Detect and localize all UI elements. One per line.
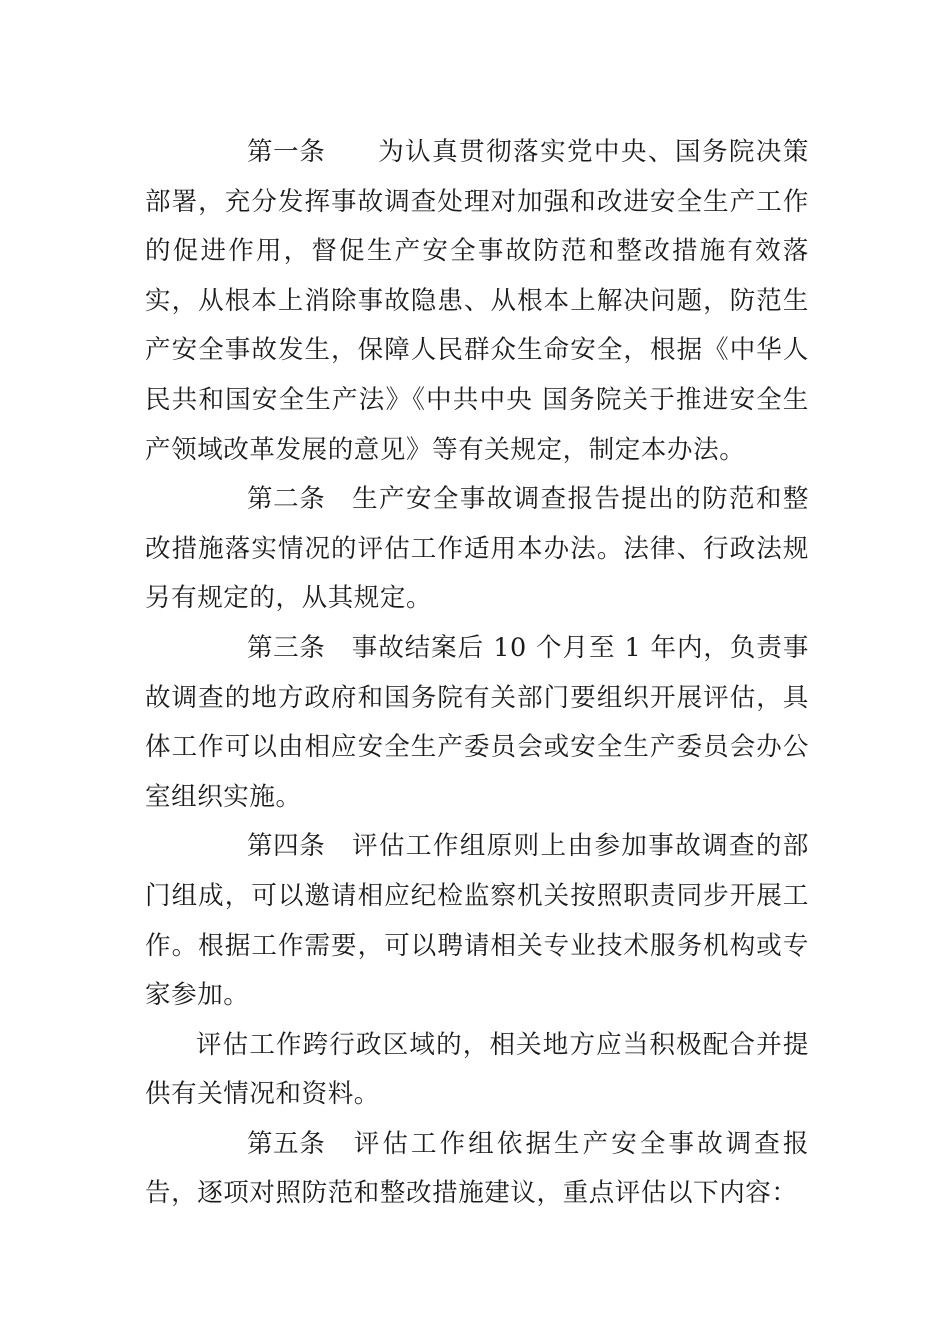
article-4-continuation bbox=[145, 1021, 809, 1120]
article-3-text: 事故结案后 10 个月至 1 年内，负责事故调查的地方政府和国务院有关部门要组织开展评估，具体工作可以由相应安全生产委员会或安全生产委员会办公室组织实施。 bbox=[145, 632, 809, 812]
article-4-heading: 第四条 bbox=[247, 831, 326, 862]
document-body bbox=[145, 128, 809, 1219]
article-3 bbox=[145, 624, 809, 822]
article-2-heading: 第二条 bbox=[247, 484, 326, 515]
article-2 bbox=[145, 475, 809, 624]
article-4-text: 评估工作组原则上由参加事故调查的部门组成，可以邀请相应纪检监察机关按照职责同步开展工作。根据工作需要，可以聘请相关专业技术服务机构或专家参加。 bbox=[145, 831, 809, 1011]
article-1 bbox=[145, 128, 809, 475]
article-1-text: 为认真贯彻落实党中央、国务院决策部署，充分发挥事故调查处理对加强和改进安全生产工作的促进作用，督促生产安全事故防范和整改措施有效落实，从根本上消除事故隐患、从根本上解决问题，防范生产安全事故发生，保障人民群众生命安全，根据《中华人民共和国安全生产法》《中共中央 国务院关于推进安全生产领域改革发展的意见》等有关规定，制定本办法。 bbox=[145, 137, 809, 465]
article-4 bbox=[145, 822, 809, 1020]
article-5 bbox=[145, 1120, 809, 1219]
article-2-text: 生产安全事故调查报告提出的防范和整改措施落实情况的评估工作适用本办法。法律、行政法规另有规定的，从其规定。 bbox=[145, 484, 809, 614]
article-5-text: 评估工作组依据生产安全事故调查报告，逐项对照防范和整改措施建议，重点评估以下内容： bbox=[145, 1128, 809, 1209]
article-4-continuation-text: 评估工作跨行政区域的，相关地方应当积极配合并提供有关情况和资料。 bbox=[145, 1029, 809, 1110]
article-5-heading: 第五条 bbox=[247, 1128, 326, 1159]
article-1-heading: 第一条 bbox=[247, 137, 326, 167]
article-3-heading: 第三条 bbox=[247, 632, 326, 663]
